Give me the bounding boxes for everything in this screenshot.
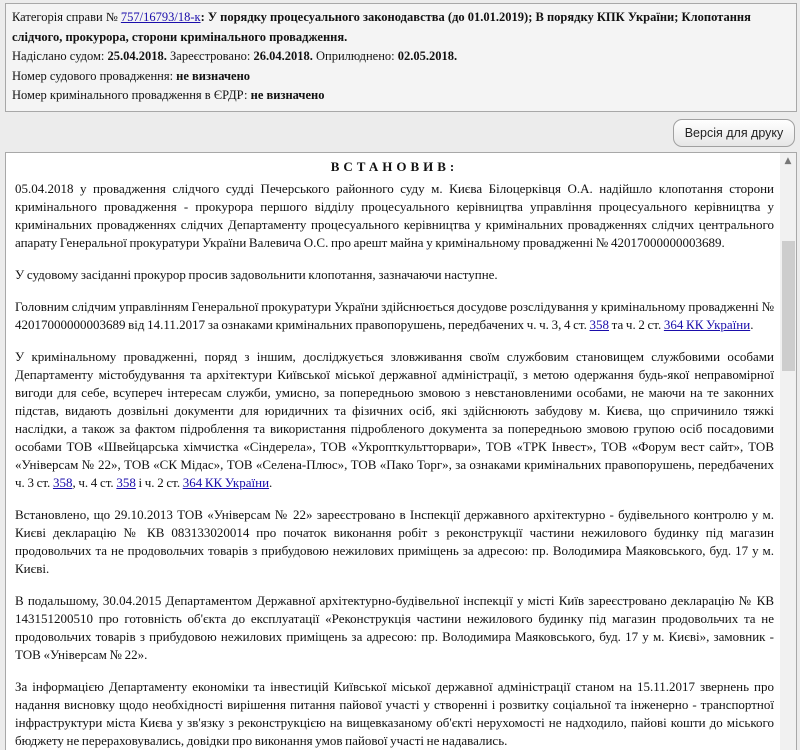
- article-358-link[interactable]: 358: [52, 475, 73, 490]
- print-version-button[interactable]: Версія для друку: [673, 119, 795, 147]
- case-category: Категорія справи № 757/16793/18-к: У порядку процесуального законодавства (до 01.01.2019); В порядку КПК України; Клопотання слідчого, прокурора, сторони кримінального провадження.: [12, 10, 751, 44]
- court-proceeding-number: Номер судового провадження: не визначено: [12, 68, 251, 83]
- paragraph: Головним слідчим управлінням Генеральної прокуратури України здійснюється досудове розслідування у кримінальному провадженні № 42017000000003689 від 14.11.2017 за ознаками кримінальних правопорушень, передбачених ч. ч. 3, 4 ст. 358 та ч. 2 ст. 364 КК України.: [15, 299, 774, 332]
- paragraph: У судовому засіданні прокурор просив задовольнити клопотання, зазначаючи наступне.: [15, 267, 498, 282]
- paragraph: В подальшому, 30.04.2015 Департаментом Державної архітектурно-будівельної інспекції у місті Київ зареєстровано декларацію № КВ 143151200510 про готовність об'єкта до експлуатації «Реконструкція частини нежилового будинку під магазин продовольчих та не продовольчих товарів з прибудовою нежилових приміщень за адресою: пр. Володимира Маяковського, буд. 17 у м. Києві», замовник - ТОВ «Універсам № 22».: [15, 593, 774, 662]
- case-dates: Надіслано судом: 25.04.2018. Зареєстровано: 26.04.2018. Оприлюднено: 02.05.2018.: [12, 49, 458, 63]
- case-info-panel: [5, 3, 797, 112]
- article-364-link[interactable]: 364 КК України: [182, 475, 270, 490]
- document-title: ВСТАНОВИВ:: [330, 159, 459, 174]
- case-number-link[interactable]: 757/16793/18-к: [120, 10, 201, 24]
- paragraph: У кримінальному провадженні, поряд з іншим, досліджується зловживання своїм службовим становищем службовими особами Департаменту містобудування та архітектури Київської міської державної адміністрації, з метою одержання будь-якої неправомірної вигоди для себе, всупереч інтересам служби, умисно, за попередньою змовою з невстановленими особами, не маючи на те законних підстав, видають дозвільні документи для юридичних та фізичних осіб, які здійснюють забудову м. Києва, що спричинило тяжкі наслідки, а також за фактом підроблення та використання підробленого документа за попередньою змовою групою осіб посадовими особами ТОВ «Швейцарська хімчистка «Сіндерела», ТОВ «Укропткультторвари», ТОВ «ТРК Інвест», ТОВ «Форум вест сайт», ТОВ «Універсам № 22», ТОВ «СК Мідас», ТОВ «Селена-Плюс», ТОВ «Пако Торг», за ознаками кримінальних правопорушень, передбачених ч. 3 ст. 358, ч. 4 ст. 358 і ч. 2 ст. 364 КК України.: [15, 349, 774, 490]
- paragraph: 05.04.2018 у провадження слідчого судді Печерського районного суду м. Києва Білоцерківця О.А. надійшло клопотання сторони кримінального провадження - прокурора першого відділу процесуального керівництва управління процесуального керівництва у кримінальних провадженнях слідчих Департаменту процесуального керівництва у кримінальних провадженнях слідчих центрального апарату Генеральної прокуратури України Валевича О.С. про арешт майна у кримінальному провадженні № 42017000000003689.: [15, 181, 774, 250]
- scroll-up-arrow-icon[interactable]: ▲: [784, 156, 792, 166]
- criminal-proceeding-number: Номер кримінального провадження в ЄРДР: не визначено: [12, 88, 325, 102]
- scrollbar[interactable]: [780, 153, 796, 750]
- paragraph: За інформацією Департаменту економіки та інвестицій Київської міської державної адміністрації станом на 15.11.2017 звернень про надання висновку щодо необхідності вирішення питання пайової участі у створенні і розвитку соціальної та інженерно - транспортної інфраструктури міста Києва у зв'язку з реконструкцією на вищевказаному об'єкті нерухомості не надходило, пайові кошти до міського бюджету не перераховувались, довідки про виконання умов пайової участі не надавались.: [15, 679, 774, 748]
- scrollbar-thumb[interactable]: [782, 241, 795, 371]
- paragraph: Встановлено, що 29.10.2013 ТОВ «Універсам № 22» зареєстровано в Інспекції державного архітектурно - будівельного контролю у м. Києві декларацію № КВ 083133020014 про початок виконання робіт з реконструкції частини нежилового будинку під магазин продовольчих та не продовольчих товарів з прибудовою нежилових приміщень за адресою: пр. Володимира Маяковського, буд. 17 у м. Києві.: [15, 507, 774, 576]
- article-358-link[interactable]: 358: [116, 475, 136, 490]
- document-content: [6, 153, 796, 750]
- article-358-link[interactable]: 358: [589, 317, 610, 332]
- document-panel: [5, 152, 797, 750]
- article-364-link[interactable]: 364 КК України: [663, 317, 751, 332]
